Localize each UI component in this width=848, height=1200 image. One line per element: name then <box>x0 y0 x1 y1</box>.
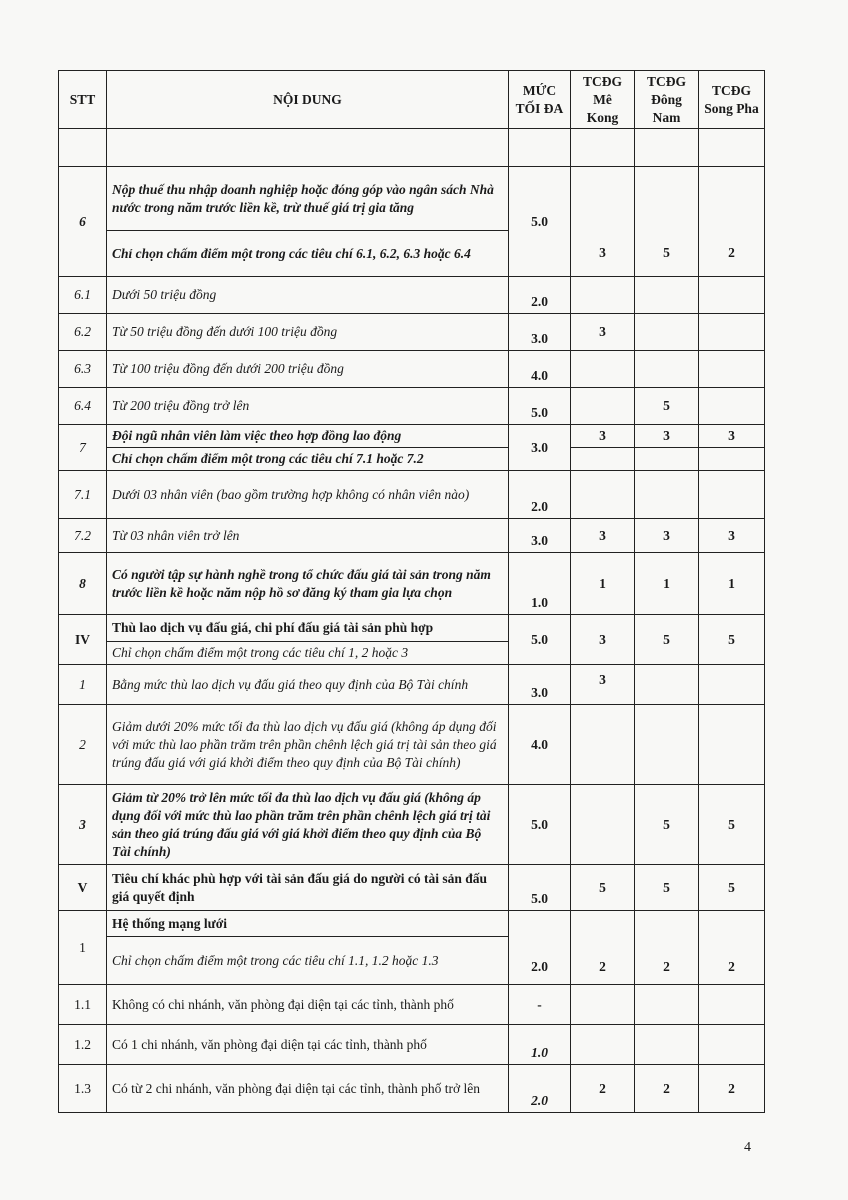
header-songpha: TCĐG Song Pha <box>699 71 765 129</box>
row-stt: 1 <box>59 911 107 985</box>
score-dongnam: 5 <box>635 388 699 425</box>
row-content: Giảm từ 20% trở lên mức tối đa thù lao dịch vụ đấu giá (không áp dụng đối với mức thù lao phần trăm trên phần chênh lệch giá trị tài sản theo giá trúng đấu giá với giá khởi điểm theo quy định của Bộ Tài chính) <box>107 785 509 865</box>
score-dongnam: 1 <box>635 553 699 615</box>
row-content: Hệ thống mạng lưới <box>107 911 509 937</box>
row-max: 2.0 <box>509 911 571 985</box>
row-stt: 1.2 <box>59 1025 107 1065</box>
score-songpha: 5 <box>699 785 765 865</box>
row-max: 3.0 <box>509 519 571 553</box>
row-stt: IV <box>59 615 107 665</box>
row-max: 4.0 <box>509 705 571 785</box>
row-stt: 2 <box>59 705 107 785</box>
score-dongnam: 3 <box>635 425 699 448</box>
row-stt: 6.4 <box>59 388 107 425</box>
row-content: Từ 200 triệu đồng trở lên <box>107 388 509 425</box>
row-stt: 7.1 <box>59 471 107 519</box>
table-row <box>59 314 765 351</box>
header-row <box>59 71 765 129</box>
score-mekong: 3 <box>571 425 635 448</box>
row-stt: 8 <box>59 553 107 615</box>
row-max: 2.0 <box>509 471 571 519</box>
table-row <box>59 1025 765 1065</box>
score-songpha: 1 <box>699 553 765 615</box>
table-row <box>59 985 765 1025</box>
table-row-sub <box>59 448 765 471</box>
score-songpha: 3 <box>699 425 765 448</box>
row-max: 2.0 <box>509 277 571 314</box>
row-max: 3.0 <box>509 425 571 471</box>
row-content: Có 1 chi nhánh, văn phòng đại diện tại các tỉnh, thành phố <box>107 1025 509 1065</box>
score-dongnam: 5 <box>635 785 699 865</box>
row-stt: 7 <box>59 425 107 471</box>
score-mekong: 3 <box>571 314 635 351</box>
row-content: Dưới 50 triệu đồng <box>107 277 509 314</box>
row-content: Thù lao dịch vụ đấu giá, chi phí đấu giá tài sản phù hợp <box>107 615 509 642</box>
score-songpha: 2 <box>699 1065 765 1113</box>
score-dongnam: 2 <box>635 1065 699 1113</box>
score-dongnam: 3 <box>635 519 699 553</box>
score-mekong: 5 <box>571 865 635 911</box>
header-max: MỨC TỐI ĐA <box>509 71 571 129</box>
row-stt: 1.3 <box>59 1065 107 1113</box>
score-dongnam: 5 <box>635 865 699 911</box>
score-mekong: 3 <box>571 615 635 665</box>
row-stt: V <box>59 865 107 911</box>
row-stt: 1 <box>59 665 107 705</box>
row-stt: 6.1 <box>59 277 107 314</box>
row-content: Giảm dưới 20% mức tối đa thù lao dịch vụ đấu giá (không áp dụng đối với mức thù lao phần trăm trên phần chênh lệch giá trị tài sản theo giá trúng đấu giá với giá khởi điểm theo quy định của Bộ Tài chính) <box>107 705 509 785</box>
row-max: 1.0 <box>509 1025 571 1065</box>
score-mekong: 2 <box>571 1065 635 1113</box>
row-content: Từ 100 triệu đồng đến dưới 200 triệu đồng <box>107 351 509 388</box>
empty-row <box>59 129 765 167</box>
row-content: Nộp thuế thu nhập doanh nghiệp hoặc đóng góp vào ngân sách Nhà nước trong năm trước liền kề, trừ thuế giá trị gia tăng <box>107 167 509 231</box>
row-content: Tiêu chí khác phù hợp với tài sản đấu giá do người có tài sản đấu giá quyết định <box>107 865 509 911</box>
header-content: NỘI DUNG <box>107 71 509 129</box>
score-dongnam: 5 <box>635 615 699 665</box>
table-row <box>59 351 765 388</box>
table-row <box>59 665 765 705</box>
row-max: - <box>509 985 571 1025</box>
row-content: Đội ngũ nhân viên làm việc theo hợp đồng lao động <box>107 425 509 448</box>
table-row <box>59 785 765 865</box>
row-content: Từ 03 nhân viên trở lên <box>107 519 509 553</box>
row-stt: 3 <box>59 785 107 865</box>
row-subcontent: Chỉ chọn chấm điểm một trong các tiêu chí 7.1 hoặc 7.2 <box>107 448 509 471</box>
row-max: 4.0 <box>509 351 571 388</box>
row-max: 5.0 <box>509 785 571 865</box>
score-songpha: 3 <box>699 519 765 553</box>
table-row <box>59 911 765 937</box>
score-songpha: 5 <box>699 865 765 911</box>
row-max: 5.0 <box>509 167 571 277</box>
page-number: 4 <box>744 1140 751 1155</box>
score-mekong: 3 <box>571 665 635 705</box>
row-stt: 7.2 <box>59 519 107 553</box>
table-row <box>59 705 765 785</box>
row-max: 5.0 <box>509 865 571 911</box>
header-mekong: TCĐG Mê Kong <box>571 71 635 129</box>
row-stt: 1.1 <box>59 985 107 1025</box>
row-content: Bằng mức thù lao dịch vụ đấu giá theo quy định của Bộ Tài chính <box>107 665 509 705</box>
table-row <box>59 1065 765 1113</box>
score-songpha: 5 <box>699 615 765 665</box>
table-row <box>59 615 765 642</box>
score-songpha: 2 <box>699 911 765 985</box>
table-row <box>59 388 765 425</box>
table-row <box>59 865 765 911</box>
table-row <box>59 553 765 615</box>
row-subcontent: Chỉ chọn chấm điểm một trong các tiêu chí 6.1, 6.2, 6.3 hoặc 6.4 <box>107 231 509 277</box>
row-content: Dưới 03 nhân viên (bao gồm trường hợp không có nhân viên nào) <box>107 471 509 519</box>
table-row <box>59 167 765 231</box>
row-max: 5.0 <box>509 615 571 665</box>
table-row <box>59 519 765 553</box>
row-content: Từ 50 triệu đồng đến dưới 100 triệu đồng <box>107 314 509 351</box>
score-mekong: 3 <box>571 167 635 277</box>
table-row <box>59 425 765 448</box>
row-content: Có người tập sự hành nghề trong tổ chức đấu giá tài sản trong năm trước liền kề hoặc năm nộp hồ sơ đăng ký tham gia lựa chọn <box>107 553 509 615</box>
row-max: 3.0 <box>509 314 571 351</box>
table-row <box>59 277 765 314</box>
row-max: 2.0 <box>509 1065 571 1113</box>
row-stt: 6.3 <box>59 351 107 388</box>
row-stt: 6.2 <box>59 314 107 351</box>
header-stt: STT <box>59 71 107 129</box>
scoring-table <box>58 70 765 1113</box>
row-stt: 6 <box>59 167 107 277</box>
row-max: 1.0 <box>509 553 571 615</box>
score-dongnam: 5 <box>635 167 699 277</box>
header-dongnam: TCĐG Đông Nam <box>635 71 699 129</box>
score-mekong: 1 <box>571 553 635 615</box>
score-dongnam: 2 <box>635 911 699 985</box>
row-subcontent: Chỉ chọn chấm điểm một trong các tiêu chí 1.1, 1.2 hoặc 1.3 <box>107 937 509 985</box>
row-max: 3.0 <box>509 665 571 705</box>
score-songpha: 2 <box>699 167 765 277</box>
score-mekong: 2 <box>571 911 635 985</box>
row-subcontent: Chỉ chọn chấm điểm một trong các tiêu chí 1, 2 hoặc 3 <box>107 642 509 665</box>
table-row <box>59 471 765 519</box>
row-content: Có từ 2 chi nhánh, văn phòng đại diện tại các tỉnh, thành phố trở lên <box>107 1065 509 1113</box>
row-content: Không có chi nhánh, văn phòng đại diện tại các tỉnh, thành phố <box>107 985 509 1025</box>
score-mekong: 3 <box>571 519 635 553</box>
row-max: 5.0 <box>509 388 571 425</box>
